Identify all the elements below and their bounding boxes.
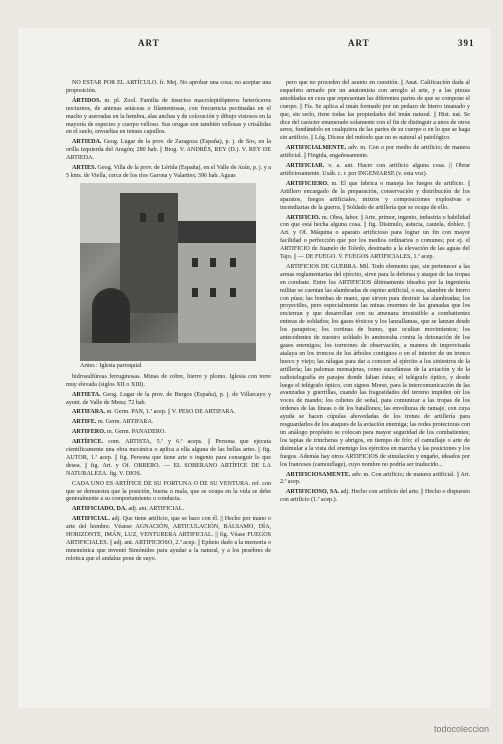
dictionary-entry <box>280 163 470 179</box>
dictionary-entry <box>66 80 271 96</box>
dictionary-entry <box>280 80 470 143</box>
dictionary-entry <box>280 145 470 161</box>
dictionary-entry <box>66 429 271 437</box>
running-head-left: ART <box>138 38 160 48</box>
dictionary-entry <box>66 374 271 390</box>
entry-headword: ARTIFE. <box>72 419 97 426</box>
entry-definition: Geog. Lugar de la prov. de Zaragoza (España), p. j. de Sos, en la orilla izquierda del Aragón; 280 hab. || Biog. V. ANDRÉS, REY (D.). V. REY DE ARTIEDA. <box>66 139 271 162</box>
entry-headword: ARTIETA. <box>72 391 101 398</box>
entry-headword: ARTIFICIAL. <box>72 516 110 523</box>
entry-definition: pero que no proceden del asunto en cuestión. || Anat. Calificación dada al esqueleto armado por un anatomista con arreglo al arte, y a las piezas amoldadas en cera que representan las diferentes partes de que se compone el cuerpo. || Fís. Se aplica al imán formado por un pedazo de hierro imanado y que, sin serlo, tiene todas las propiedades del imán natural. || Hist. nat. Se dice del carácter enumerado solamente con el fin de distinguir a unos de otros seres, fundándolo en cualquiera de las partes de su cuerpo o en lo que se haga sin artificio. || Lóg. Dícese del método que no es natural al patológico. <box>280 80 470 142</box>
entry-headword: ARTIFICIAR. <box>286 163 325 170</box>
entry-headword: ARTIFICIOSO, SA. <box>286 489 340 496</box>
entry-headword: ARTIFICIADO, DA. <box>72 506 127 513</box>
entry-headword: ARTIFICIERO. <box>286 180 329 187</box>
dictionary-entry <box>66 409 271 417</box>
entry-definition: m. pl. Zool. Familia de insectos macrolepidópteros heteróceros nocturnos, de antenas setáceas o filamentosas, con frecuencia pectinadas en el macho y aserradas en la hembra, alas anchas y de coloración y dibujo vistosos en la mayoría de especies y cuerpo velloso. Sus orugas son también vellosas y crisálidas en el suelo, envueltas en tenues capullos. <box>66 97 272 136</box>
entry-headword: ARTIES. <box>72 165 96 172</box>
photo-caption: Arties : Iglesia parroquial <box>80 362 142 369</box>
running-head-right: ART <box>348 38 370 48</box>
dictionary-entry <box>66 506 271 514</box>
entry-definition: v. a. ant. Hacer con artificio alguna cosa. || Obrar artificiosamente. Usáb. c. r. por INGENIARSE (v. esta voz). <box>280 163 470 177</box>
entry-definition: com. ARTISTA, 5.ª y 6.ª aceps. || Persona que ejecuta científicamente una obra mecánica o aplica a ella alguna de las bellas artes. || fig. AUTOR, 1.ª acep. || fig. Persona que tiene arte o ingenio para conseguir lo que desea. || fig. Art. y Of. OBRERO. — EL SOBERANO ARTÍFICE DE LA NATURALEZA. fig. V. DIOS. <box>66 439 271 477</box>
dictionary-entry <box>280 472 470 488</box>
dictionary-entry <box>280 215 470 262</box>
dictionary-entry <box>66 392 271 408</box>
dictionary-entry <box>66 139 271 163</box>
entry-definition: m. Germ. ARTIFARA. <box>97 419 154 426</box>
entry-definition: adj. Hecho con artificio del arte. || Hecho o dispuesto con artificio (1.ª acep.). <box>280 489 470 504</box>
entry-definition: adj. ant. ARTIFICIAL. <box>128 506 184 513</box>
dictionary-entry <box>66 439 271 479</box>
entry-definition: bidrosulfúreas ferruginosas. Minas de cobre, hierro y plomo. Iglesia con torre muy elevada (siglos XII o XIII). <box>66 373 271 388</box>
right-column <box>280 80 470 507</box>
entry-definition: m. Obra, labor. || Arte, primor, ingenio, industria o habilidad con que está hecha alguna cosa. || fig. Disimulo, astucia, cautela, doblez. || Art. y Of. Máquina o aparato artificioso para lograr un fin con mayor facilidad o perfección que por los medios ordinarios o comunes; por ej. el ARTIFICIO de Juanelo de Toledo, destinado a la elevación de las aguas del Tajo. || — DE FUEGO. V. FUEGOS ARTIFICIALES, 1.ª acep. <box>280 214 470 261</box>
entry-headword: ARTÍFICE. <box>72 439 104 446</box>
left-column <box>66 80 271 566</box>
entry-definition: m. El que fabrica o maneja los fuegos de artificio. || Artillero encargado de la preparación, conservación y distribución de los aparatos, fuegos artificiales, mixtos y composiciones explosivas e incendiarias de la guerra. || Soldado de artillería que se ocupa de ello. <box>280 180 471 211</box>
dictionary-entry <box>66 165 271 181</box>
watermark-strip <box>0 708 503 744</box>
entry-definition: adj. Que tiene artificio, que se hace con él. || Hecho por mano o arte del hombre. Véanse AGNACIÓN, ARTICULACIÓN, BÁLSAMO, DÍA, HORIZONTE, IMÁN, LUZ, VENTURERA ARTIFICIAL. || fig. Véase FUEGOS ARTIFICIALES. || adj. ant. ARTIFICIOSO, 2.ª acep. || Epíteto dado a la memoria o mnemónica que inventó Simónides para ayudar a la natural, y a los pesebres de relotica que el andaluz pone de suyo. <box>66 516 271 562</box>
page-number: 391 <box>458 38 475 48</box>
entry-definition: adv. m. Con o por medio de artificio; de manera artificial. || Fingida, engañosamente. <box>280 145 470 160</box>
entry-headword: ARTIFERO. <box>72 429 106 436</box>
entry-definition: m. Germ. PANADERO. <box>107 429 166 436</box>
watermark-text: todocoleccion <box>433 724 489 734</box>
dictionary-entry <box>66 98 271 138</box>
entry-headword: ARTIFICIALMENTE. <box>286 145 347 152</box>
entry-definition: ARTIFICIOS DE GUERRA. Mil. Todo elemento que, sin pertenecer a las armas reglamentarias del ejército, sirve para la defensa y ataque de las tropas en combate. Entre los ARTIFICIOS últimamente ideados por la ingeniería militar se cuentan las alambradas de espino artificial, o sea, alambre de hierro con púas; las bombas de mano, que sirven para destruir las alambradas; los proyectiles, pero especialmente las minas enormes de las granadas que los encierran y que desarrollan con su amenaza irresistible a combatientes enteras de soldados; los gases tóxicos y los lanzallamas, que se lanzan desde los parapetos; los cortinas de humo, que ocultan movimientos; los antecedentes de nuestro soldado lo aminoraba contra la detonación de los gases enemigos; los torreones de observación, a manera de improvisada atalaya en los troncos de los árboles contiguos o en el interior de un tronco hueco y viejo; las ráfagas para dar a conocer al ejército a los siniestros de la artillería; las palomas mensajeras, como sucedáneas de la aviación y de la radiotelegrafía en parajes donde faltan éstas; el telégrafo óptico, y desde luego el telégrafo óptico, con signos Morse, para la intercomunicación de las avanzadas y guerrillas, cuando las fragosidades del terreno impiden oír los voces de mando; los cohetes de señal, para comunicar a las tropas de los órdenes de las líneas o de los batallones; las envolturas de ramaje, con cuya ayuda se hacen cúpulas abovedadas de los trenes de artillería para resguardarlos de los ataques de la aviación enemiga; las redes protectoras con un análogo propósito se colocan para mayor seguridad de los combatientes; los tapias de trincheras y abrigos, en tiempo de frío; el camuflaje o arte de disimular a la vista del enemigo los ejércitos en marcha y las posiciones y los fuegos. Además hay otros ARTIFICIOS de simulación y engaño, ideados por los franceses (camouflage), cuyo nombre no podría ser traducido... <box>280 263 470 468</box>
church-photo <box>80 183 256 361</box>
entry-headword: ARTIFARA. <box>72 409 106 416</box>
entry-definition: Geog. Lugar de la prov. de Burgos (España), p. j. de Villarcayo y ayunt. de Valle de Mena; 72 hab. <box>66 391 271 406</box>
dictionary-entry <box>280 181 470 213</box>
entry-definition: adv. m. Con artificio; de manera artificial. || Art. 2.ª acep. <box>280 471 471 486</box>
entry-definition: NO ESTAR POR EL ARTÍCULO. fr. Mej. No aprobar una cosa; no aceptar una proposición. <box>66 80 271 94</box>
dictionary-entry <box>280 489 470 505</box>
dictionary-entry <box>66 481 271 505</box>
entry-headword: ARTIFICIOSAMENTE. <box>286 471 351 478</box>
entry-definition: CADA UNO ES ARTÍFICE DE SU FORTUNA O DE SU VENTURA. ref. con que se demuestra que la posición, buena o mala, que se ocupa en la vida se debe generalmente a su comportamiento o conducta. <box>66 480 271 503</box>
entry-definition: m. Germ. PAN, 1.ª acep. || V. PESO DE ARTIFARA. <box>106 409 236 416</box>
entry-headword: ARTIFICIO. <box>286 214 321 221</box>
dictionary-page <box>18 28 490 708</box>
dictionary-entry <box>66 516 271 563</box>
entry-headword: ARTIEDA. <box>72 139 102 146</box>
entry-definition: Geog. Villa de la prov. de Lérida (España), en el Valle de Arán, p. j. y a 5 kms. de Viella, cerca de los ríos Garona y Valarties; 396 hab. Aguas <box>66 165 271 179</box>
dictionary-entry <box>66 419 271 427</box>
dictionary-entry <box>280 264 470 470</box>
entry-headword: ÁRTIDOS. <box>72 97 102 104</box>
